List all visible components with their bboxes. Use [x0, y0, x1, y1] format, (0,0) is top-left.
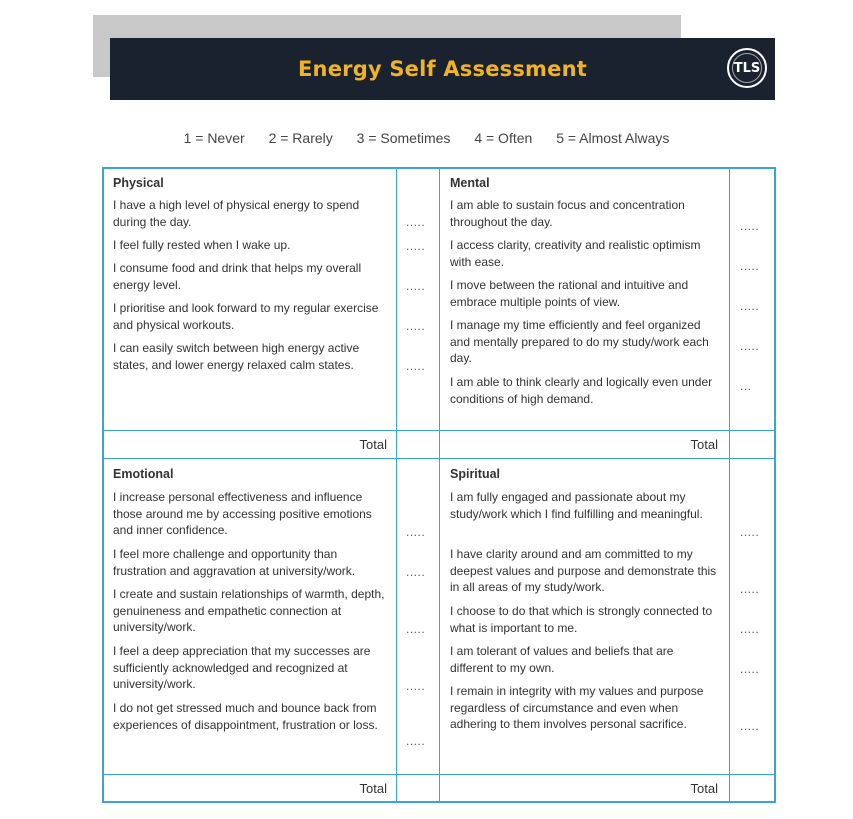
mental-item: I am able to sustain focus and concentration throughout the day. — [450, 198, 685, 229]
rating-scale-legend — [0, 130, 853, 146]
score-blank[interactable]: ..... — [740, 582, 760, 596]
score-blank[interactable]: ..... — [740, 259, 760, 273]
score-blank[interactable]: ..... — [740, 525, 760, 539]
mental-item: I access clarity, creativity and realistic optimism with ease. — [450, 238, 701, 269]
score-blank[interactable]: ..... — [740, 622, 760, 636]
title-banner — [110, 38, 775, 100]
score-blank[interactable]: ..... — [740, 719, 760, 733]
score-blank[interactable]: ..... — [740, 662, 760, 676]
emotional-item: I do not get stressed much and bounce back from experiences of disappointment, frustration or loss. — [113, 701, 378, 732]
score-blank[interactable]: ..... — [406, 215, 426, 229]
score-blank[interactable]: ..... — [406, 279, 426, 293]
score-blank[interactable]: ..... — [406, 622, 426, 636]
score-blank[interactable]: ..... — [406, 525, 426, 539]
spiritual-item: I am fully engaged and passionate about my study/work which I find fulfilling and meaningful. — [450, 490, 703, 521]
section-title-mental: Mental — [450, 176, 490, 190]
score-blank[interactable]: ..... — [406, 734, 426, 748]
score-blank[interactable]: ..... — [740, 219, 760, 233]
physical-item: I feel fully rested when I wake up. — [113, 238, 291, 252]
scale-1: 1 = Never — [183, 130, 245, 146]
score-blank[interactable]: ..... — [406, 319, 426, 333]
physical-item: I consume food and drink that helps my overall energy level. — [113, 261, 362, 292]
assessment-table — [102, 167, 776, 803]
physical-item: I have a high level of physical energy to spend during the day. — [113, 198, 360, 229]
scale-5: 5 = Almost Always — [556, 130, 670, 146]
mental-item: I move between the rational and intuitive and embrace multiple points of view. — [450, 278, 689, 309]
spiritual-item: I remain in integrity with my values and purpose regardless of circumstance and even when adhering to them involves personal sacrifice. — [450, 684, 704, 731]
scale-3: 3 = Sometimes — [356, 130, 451, 146]
physical-total-label: Total — [359, 437, 387, 452]
spiritual-item: I am tolerant of values and beliefs that are different to my own. — [450, 644, 674, 675]
logo-text: TLS — [733, 60, 761, 76]
physical-item: I prioritise and look forward to my regular exercise and physical workouts. — [113, 301, 379, 332]
spiritual-total-label: Total — [690, 781, 718, 796]
score-blank[interactable]: ..... — [740, 299, 760, 313]
score-blank[interactable]: ..... — [406, 359, 426, 373]
emotional-item: I create and sustain relationships of warmth, depth, genuineness and empathetic connection at university/work. — [113, 587, 385, 634]
col-divider — [729, 169, 730, 801]
row-divider — [104, 774, 774, 775]
scale-4: 4 = Often — [474, 130, 533, 146]
emotional-item: I feel a deep appreciation that my successes are sufficiently acknowledged and recognized at university/work. — [113, 644, 371, 691]
section-title-spiritual: Spiritual — [450, 467, 501, 481]
score-blank[interactable]: ..... — [406, 679, 426, 693]
mental-total-label: Total — [690, 437, 718, 452]
row-divider — [104, 458, 774, 459]
emotional-item: I increase personal effectiveness and influence those around me by accessing positive emotions and inner confidence. — [113, 490, 372, 537]
tls-logo — [727, 48, 767, 88]
score-blank[interactable]: ..... — [406, 239, 426, 253]
score-blank[interactable]: ..... — [406, 565, 426, 579]
scale-2: 2 = Rarely — [268, 130, 333, 146]
col-divider — [439, 169, 440, 801]
row-divider — [104, 430, 774, 431]
spiritual-item: I choose to do that which is strongly connected to what is important to me. — [450, 604, 713, 635]
section-title-emotional: Emotional — [113, 467, 174, 481]
mental-item: I am able to think clearly and logically even under conditions of high demand. — [450, 375, 713, 406]
mental-item: I manage my time efficiently and feel organized and mentally prepared to do my study/work each day. — [450, 318, 709, 365]
emotional-total-label: Total — [359, 781, 387, 796]
col-divider — [396, 169, 397, 801]
physical-item: I can easily switch between high energy active states, and lower energy relaxed calm states. — [113, 341, 360, 372]
spiritual-item: I have clarity around and am committed to my deepest values and purpose and demonstrate this in all areas of my study/work. — [450, 547, 717, 594]
score-blank[interactable]: ... — [740, 379, 752, 393]
section-title-physical: Physical — [113, 176, 164, 190]
page-title: Energy Self Assessment — [298, 57, 587, 81]
score-blank[interactable]: ..... — [740, 339, 760, 353]
emotional-item: I feel more challenge and opportunity than frustration and aggravation at university/work. — [113, 547, 356, 578]
